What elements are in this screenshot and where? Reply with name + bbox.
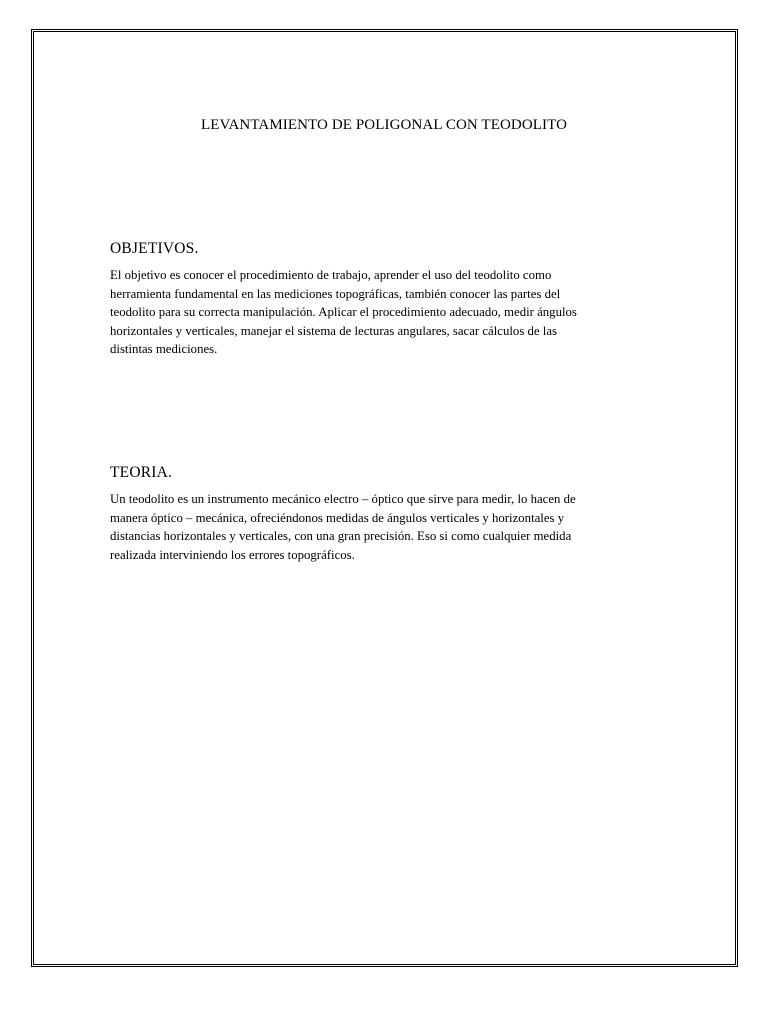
section-body-objetivos <box>110 266 680 359</box>
section-heading-objetivos: OBJETIVOS. <box>110 240 199 257</box>
section-body-teoria <box>110 490 680 564</box>
body-line: manera óptico – mecánica, ofreciéndonos medidas de ángulos verticales y horizontales y <box>110 510 565 525</box>
body-line: herramienta fundamental en las mediciones topográficas, también conocer las partes del <box>110 286 561 301</box>
section-teoria <box>110 464 680 564</box>
body-line: El objetivo es conocer el procedimiento de trabajo, aprender el uso del teodolito como <box>110 268 552 282</box>
section-heading-teoria: TEORIA. <box>110 464 173 481</box>
body-line: Un teodolito es un instrumento mecánico electro – óptico que sirve para medir, lo hacen de <box>110 492 576 506</box>
body-line: distintas mediciones. <box>110 342 218 356</box>
body-line: realizada interviniendo los errores topográficos. <box>110 547 355 562</box>
body-line: horizontales y verticales, manejar el sistema de lecturas angulares, sacar cálculos de las <box>110 323 557 338</box>
document-title: LEVANTAMIENTO DE POLIGONAL CON TEODOLITO <box>200 117 568 133</box>
section-objetivos <box>110 240 680 359</box>
body-line: teodolito para su correcta manipulación. Aplicar el procedimiento adecuado, medir ángulos <box>110 305 577 319</box>
body-line: distancias horizontales y verticales, con una gran precisión. Eso si como cualquier medida <box>110 529 572 543</box>
